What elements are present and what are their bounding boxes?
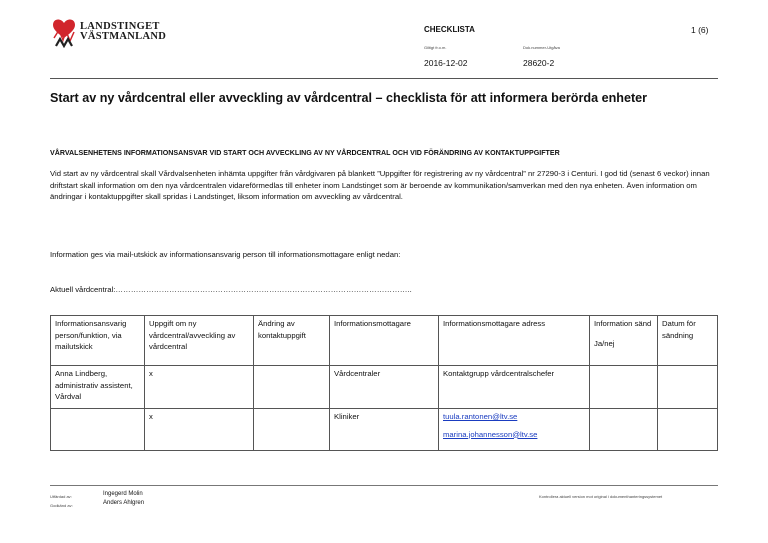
table-header-row [51, 316, 718, 366]
column-header-sent [590, 316, 658, 366]
current-center-field: Aktuell vårdcentral:…………………………………………………………………………………………………….. [50, 285, 412, 294]
landstinget-logo [50, 16, 167, 48]
cell-recipient: Kliniker [330, 409, 439, 451]
logo-wordmark: LANDSTINGET VÄSTMANLAND [80, 21, 167, 42]
cell-sent [590, 366, 658, 409]
cell-address: Kontaktgrupp vårdcentralschefer [439, 366, 590, 409]
column-header: Informationsansvarig person/funktion, via mailutskick [51, 316, 145, 366]
header-divider [50, 78, 718, 79]
checklist-table [50, 315, 718, 451]
table-row [51, 409, 718, 451]
cell-change [254, 366, 330, 409]
table-row [51, 366, 718, 409]
cell-recipient: Vårdcentraler [330, 366, 439, 409]
column-header: Informationsmottagare adress [439, 316, 590, 366]
cell-responsible [51, 409, 145, 451]
issued-by-name: Ingegerd Molin [103, 491, 143, 497]
docnum-label: Dok.nummer-Utgåva [523, 45, 560, 50]
section-heading: VÅRVALSENHETENS INFORMATIONSANSVAR VID START OCH AVVECKLING AV NY VÅRDCENTRAL OCH VID FÖRÄNDRING AV KONTAKTUPPGIFTER [50, 149, 560, 157]
footer-divider [50, 485, 718, 486]
distribution-paragraph: Information ges via mail-utskick av informationsansvarig person till informationsmottagare enligt nedan: [50, 250, 401, 259]
cell-date [658, 409, 718, 451]
cell-new-center: x [145, 366, 254, 409]
column-header: Ändring av kontaktuppgift [254, 316, 330, 366]
issued-by-label: Utfärdad av: [50, 494, 72, 499]
document-type: CHECKLISTA [424, 25, 475, 34]
email-link[interactable]: tuula.rantonen@ltv.se [443, 412, 518, 421]
column-header: Informationsmottagare [330, 316, 439, 366]
approved-by-label: Godkänd av: [50, 503, 73, 508]
page-number: 1 (6) [691, 25, 709, 35]
yes-no-hint: Ja/nej [594, 338, 615, 348]
version-note: Kontrollera aktuell version mot original i dokumenthanteringssystemet [539, 494, 663, 499]
approved-by-name: Anders Ahlgren [103, 500, 145, 506]
cell-address [439, 409, 590, 451]
cell-change [254, 409, 330, 451]
cell-responsible: Anna Lindberg, administrativ assistent, Vårdval [51, 366, 145, 409]
heart-figure-icon [50, 16, 78, 48]
column-header-label: Information sänd [594, 319, 652, 328]
page-title: Start av ny vårdcentral eller avveckling av vårdcentral – checklista för att informera berörda enheter [50, 91, 648, 105]
email-link[interactable]: marina.johannesson@ltv.se [443, 429, 538, 439]
column-header: Datum för sändning [658, 316, 718, 366]
document-number: 28620-2 [523, 58, 555, 68]
intro-paragraph: Vid start av ny vårdcentral skall Vårdvalsenheten inhämta uppgifter från vårdgivaren på blankett ”Uppgifter för registrering av ny vårdcentral” nr 27290-3 i Centuri. I god tid (senast 6 veckor) innan driftstart skall information om den nya vårdcentralen vidareförmedlas till enheter inom Landstinget som är beroende av kommunikation/samverkan med den nya enheten. Även information om ändringar i kontaktuppgifter skall spridas i Landstinget, liksom information om avveckling av vårdcentral. [50, 169, 710, 202]
column-header: Uppgift om ny vårdcentral/avveckling av vårdcentral [145, 316, 254, 366]
valid-from-date: 2016-12-02 [424, 58, 468, 68]
cell-sent [590, 409, 658, 451]
cell-date [658, 366, 718, 409]
cell-new-center: x [145, 409, 254, 451]
valid-from-label: Giltigt fr.o.m. [424, 45, 447, 50]
